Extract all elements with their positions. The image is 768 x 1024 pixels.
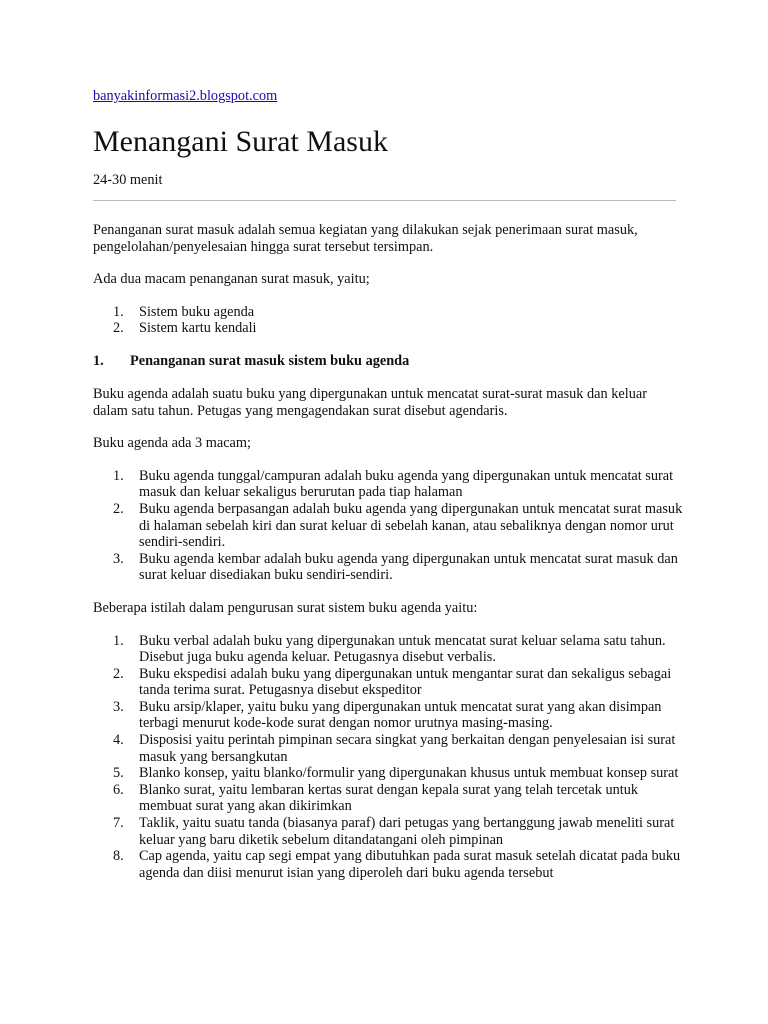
intro-paragraph: Penanganan surat masuk adalah semua kegiatan yang dilakukan sejak penerimaan surat masuk, pengelolahan/penyelesaian hingga surat tersebut tersimpan. xyxy=(93,222,638,255)
list-item: 6. Blanko surat, yaitu lembaran kertas surat dengan kepala surat yang telah tercetak untuk membuat surat yang akan dikirimkan xyxy=(113,781,639,815)
types-intro: Ada dua macam penanganan surat masuk, yaitu; xyxy=(93,271,370,288)
list-item: 2. Buku ekspedisi adalah buku yang dipergunakan untuk mengantar surat dan sekaligus sebagai tanda terima surat. Petugasnya disebut ekspeditor xyxy=(113,665,672,699)
list-item: 2. Sistem kartu kendali xyxy=(113,320,257,337)
terms-list xyxy=(93,633,685,882)
list-item: 3. Buku arsip/klaper, yaitu buku yang dipergunakan untuk mencatat surat yang akan disimpan terbagi menurut kode-kode surat dengan nomor urutnya masing-masing. xyxy=(113,698,662,732)
list-item: 8. Cap agenda, yaitu cap segi empat yang dibutuhkan pada surat masuk setelah dicatat pada buku agenda dan diisi menurut isian yang diperoleh dari buku agenda tersebut xyxy=(113,848,681,881)
list-item: 4. Disposisi yaitu perintah pimpinan secara singkat yang berkaitan dengan penyelesaian isi surat masuk yang bersangkutan xyxy=(113,732,676,765)
source-link[interactable]: banyakinformasi2.blogspot.com xyxy=(93,88,278,104)
kinds-list xyxy=(93,468,685,584)
list-item: 5. Blanko konsep, yaitu blanko/formulir yang dipergunakan khusus untuk membuat konsep surat xyxy=(113,765,679,782)
kinds-intro: Buku agenda ada 3 macam; xyxy=(93,435,251,452)
reading-duration: 24-30 menit xyxy=(93,172,163,188)
list-item: 3. Buku agenda kembar adalah buku agenda yang dipergunakan untuk mencatat surat masuk dan surat keluar disediakan buku sendiri-sendiri. xyxy=(113,550,678,584)
list-item: 1. Buku verbal adalah buku yang dipergunakan untuk mencatat surat keluar selama satu tahun. Disebut juga buku agenda keluar. Petugasnya disebut verbalis. xyxy=(113,632,666,666)
list-item: 7. Taklik, yaitu suatu tanda (biasanya paraf) dari petugas yang bertanggung jawab meneliti surat keluar yang baru diketik sebelum ditandatangani oleh pimpinan xyxy=(113,815,675,848)
list-item: 1. Sistem buku agenda xyxy=(113,303,255,320)
list-item: 1. Buku agenda tunggal/campuran adalah buku agenda yang dipergunakan untuk mencatat surat masuk dan keluar sekaligus berurutan pada tiap halaman xyxy=(113,467,674,501)
definition-paragraph: Buku agenda adalah suatu buku yang dipergunakan untuk mencatat surat-surat masuk dan keluar dalam satu tahun. Petugas yang mengagendakan surat disebut agendaris. xyxy=(93,385,647,419)
page-title: Menangani Surat Masuk xyxy=(93,125,388,158)
section-heading: 1. Penanganan surat masuk sistem buku agenda xyxy=(93,352,410,369)
document-content xyxy=(93,88,685,881)
types-list xyxy=(93,304,685,337)
divider xyxy=(93,200,676,201)
list-item: 2. Buku agenda berpasangan adalah buku agenda yang dipergunakan untuk mencatat surat masuk di halaman sebelah kiri dan surat keluar di sebelah kanan, atau sebaliknya dengan nomor urut sendiri-sendiri. xyxy=(113,500,683,551)
terms-intro: Beberapa istilah dalam pengurusan surat sistem buku agenda yaitu: xyxy=(93,599,478,616)
